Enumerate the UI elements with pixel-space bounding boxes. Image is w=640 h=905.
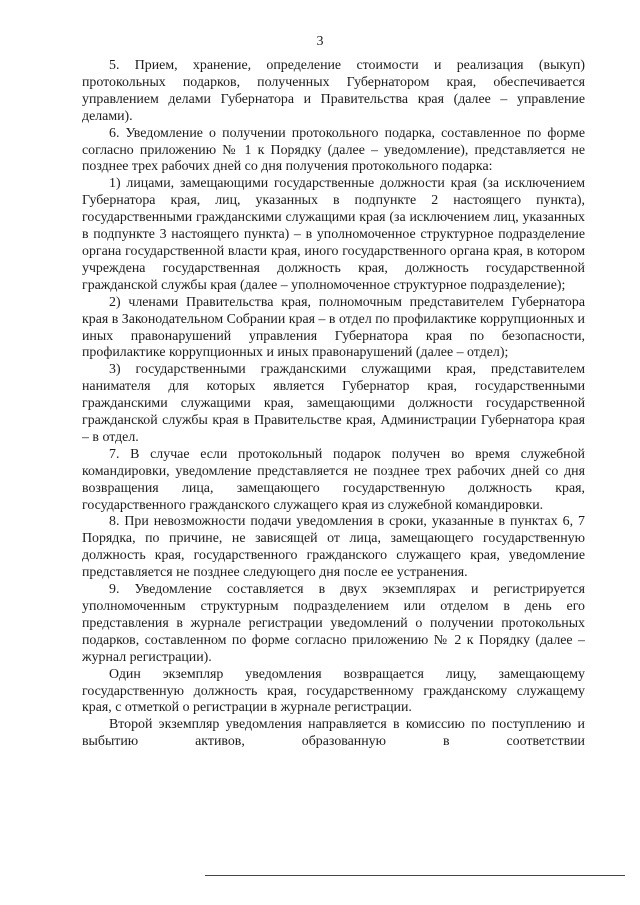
paragraph-8: 8. При невозможности подачи уведомления в сроки, указанные в пунктах 6, 7 Порядка, по причине, не зависящей от лица, замещающего государственную должность края, государственного гражданского служащего края, уведомление представляется не позднее следующего дня после ее устранения. — [82, 514, 585, 581]
paragraph-9-copy-one: Один экземпляр уведомления возвращается лицу, замещающему государственную должность края, государственному гражданскому служащему края, с отметкой о регистрации в журнале регистрации. — [82, 666, 585, 716]
paragraph-7: 7. В случае если протокольный подарок получен во время служебной командировки, уведомление представляется не позднее трех рабочих дней со дня возвращения лица, замещающего государственную должность края, государственного гражданского служащего края из служебной командировки. — [82, 446, 585, 513]
paragraph-6: 6. Уведомление о получении протокольного подарка, составленное по форме согласно приложению № 1 к Порядку (далее – уведомление), представляется не позднее трех рабочих дней со дня получения протокольного подарка: — [82, 125, 585, 175]
subparagraph-6-1: 1) лицами, замещающими государственные должности края (за исключением Губернатора края, лиц, указанных в подпункте 2 настоящего пункта), государственными гражданскими служащими края (за исключением лиц, указанных в подпункте 3 настоящего пункта) – в уполномоченное структурное подразделение органа государственной власти края, иного государственного органа края, в котором учреждена государственная должность края, должность государственной гражданской службы края (далее – уполномоченное структурное подразделение); — [82, 176, 585, 293]
paragraph-9: 9. Уведомление составляется в двух экземплярах и регистрируется уполномоченным структурным подразделением или отделом в день его представления в журнале регистрации уведомлений о получении протокольных подарков, составленном по форме согласно приложению № 2 к Порядку (далее – журнал регистрации). — [82, 582, 585, 665]
bottom-rule — [205, 875, 625, 876]
page-number: 3 — [316, 34, 324, 49]
document-body — [82, 58, 585, 751]
subparagraph-6-2: 2) членами Правительства края, полномочным представителем Губернатора края в Законодательном Собрании края – в отдел по профилактике коррупционных и иных правонарушений управления Губернатора края по безопасности, профилактике коррупционных и иных правонарушений (далее – отдел); — [82, 294, 585, 361]
paragraph-9-copy-two: Второй экземпляр уведомления направляется в комиссию по поступлению и выбытию активов, образованную в соответствии — [82, 717, 585, 750]
subparagraph-6-3: 3) государственными гражданскими служащими края, представителем нанимателя для которых является Губернатор края, государственными гражданскими служащими края, замещающими должности государственной гражданской службы края в Правительстве края, Администрации Губернатора края – в отдел. — [82, 362, 585, 445]
paragraph-5: 5. Прием, хранение, определение стоимости и реализация (выкуп) протокольных подарков, полученных Губернатором края, обеспечивается управлением делами Губернатора и Правительства края (далее – управление делами). — [82, 58, 585, 124]
